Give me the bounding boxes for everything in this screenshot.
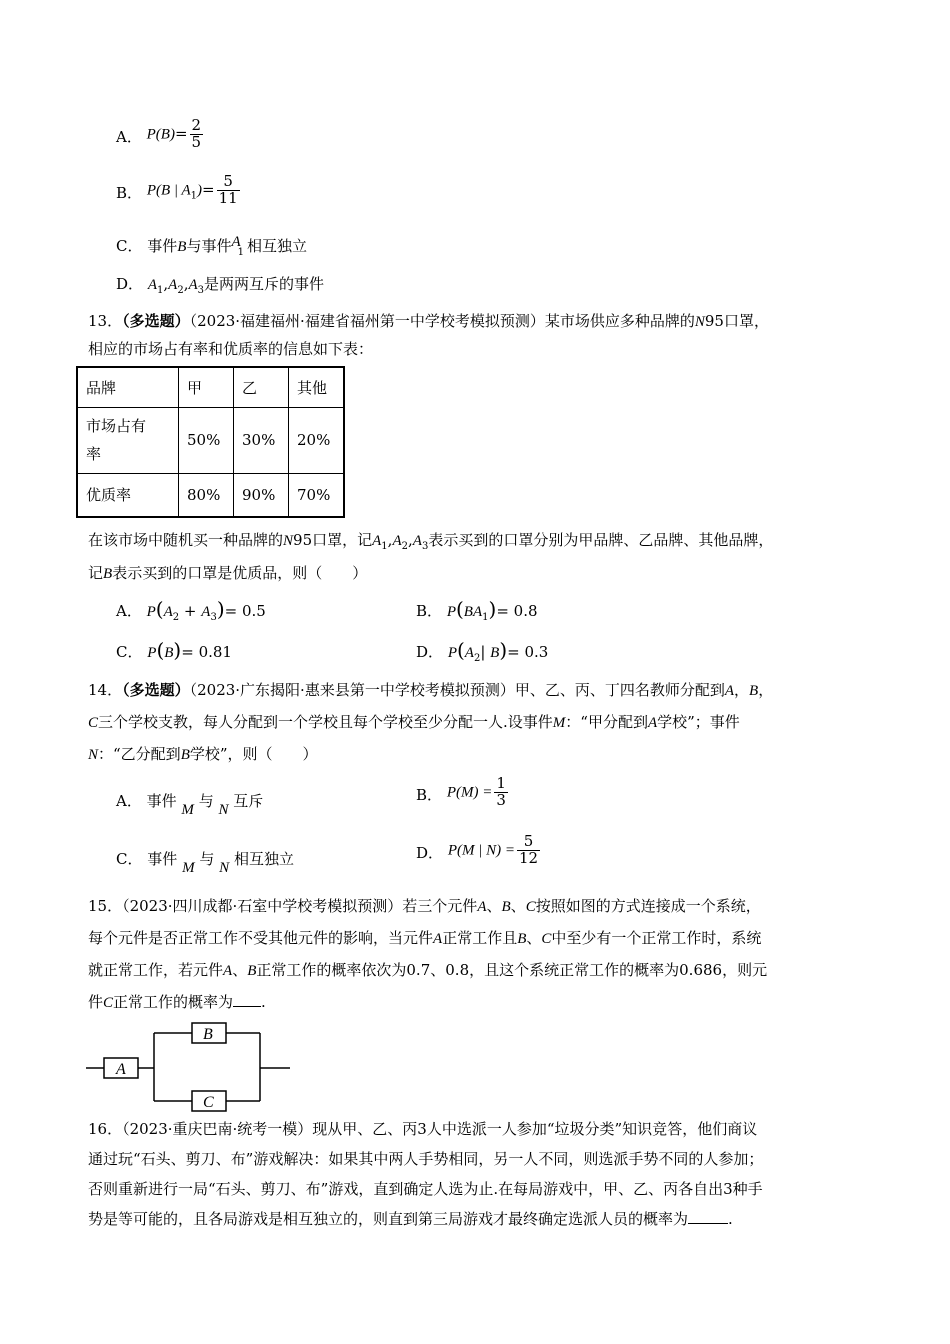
table-cell: 20% bbox=[289, 407, 345, 473]
fraction: $\frac{2}{5}$ bbox=[191, 116, 202, 151]
table-cell: 80% bbox=[179, 473, 234, 517]
table-header-cell: 乙 bbox=[234, 367, 289, 407]
q15-stem-line4: 件C正常工作的概率为 . bbox=[88, 993, 266, 1011]
q13-option-b: B． $P(BA_1)= 0.8$ bbox=[416, 597, 538, 623]
q12-option-a: A． P(B)= $\frac{2}{5}$ bbox=[116, 116, 202, 151]
fraction: $\frac{5}{11}$ bbox=[218, 172, 238, 207]
q13-stem-line2: 相应的市场占有率和优质率的信息如下表： bbox=[88, 340, 374, 358]
component-a-label: A bbox=[116, 1061, 126, 1078]
q13-stem-line3: 在该市场中随机买一种品牌的N95口罩，记$A_1,A_2,A_3$表示买到的口罩分别为甲品牌、乙品牌、其他品牌， bbox=[88, 531, 774, 552]
q13-option-a: A． $P(A_2 + A_3)= 0.5$ bbox=[116, 597, 266, 623]
table-header-cell: 甲 bbox=[179, 367, 234, 407]
q13-stem-line4: 记B表示买到的口罩是优质品，则（ ） bbox=[88, 564, 368, 582]
q14-option-d: D． P(M | N) = $\frac{5}{12}$ bbox=[416, 832, 539, 867]
circuit-diagram bbox=[84, 1018, 296, 1120]
q12-option-c: C． 事件B与事件$A_1$ 相互独立 bbox=[116, 234, 308, 258]
answer-blank bbox=[233, 994, 261, 1007]
table-header-cell: 其他 bbox=[289, 367, 345, 407]
q15-stem-line2: 每个元件是否正常工作不受其他元件的影响，当元件A正常工作且B、C中至少有一个正常工作时，系统 bbox=[88, 929, 762, 947]
table-row-label: 优质率 bbox=[77, 473, 179, 517]
q13-stem-line1: 13．（多选题）（2023·福建福州·福建省福州第一中学校考模拟预测）某市场供应多种品牌的N95口罩， bbox=[88, 312, 769, 330]
q16-stem-line1: 16．（2023·重庆巴南·统考一模）现从甲、乙、丙3人中选派一人参加“垃圾分类”知识竞答，他们商议 bbox=[88, 1120, 758, 1138]
q14-option-c: C． 事件 M 与 N 相互独立 bbox=[116, 850, 294, 876]
q15-stem-line1: 15．（2023·四川成都·石室中学校考模拟预测）若三个元件A、B、C按照如图的方式连接成一个系统， bbox=[88, 897, 761, 915]
component-c-label: C bbox=[203, 1094, 214, 1111]
q16-stem-line3: 否则重新进行一局“石头、剪刀、布”游戏，直到确定人选为止.在每局游戏中，甲、乙、丙各自出3种手 bbox=[88, 1180, 763, 1198]
q14-option-b: B． P(M) = $\frac{1}{3}$ bbox=[416, 774, 506, 809]
q15-stem-line3: 就正常工作，若元件A、B正常工作的概率依次为0.7、0.8，且这个系统正常工作的概率为0.686，则元 bbox=[88, 961, 768, 979]
table-row-label: 市场占有 率 bbox=[77, 407, 179, 473]
table-cell: 70% bbox=[289, 473, 345, 517]
q14-stem-line3: N：“乙分配到B学校”，则（ ） bbox=[88, 745, 318, 763]
table-row bbox=[77, 407, 344, 473]
q12-option-b: B． P(B | $A_1)=$ $\frac{5}{11}$ bbox=[116, 172, 238, 207]
q12-option-d: D． $A_1,A_2,A_3$是两两互斥的事件 bbox=[116, 275, 325, 296]
table-row bbox=[77, 367, 344, 407]
table-cell: 90% bbox=[234, 473, 289, 517]
fraction: $\frac{5}{12}$ bbox=[518, 832, 539, 867]
q13-option-d: D． $P(A_2|$ B)= 0.3 bbox=[416, 638, 549, 664]
table-cell: 30% bbox=[234, 407, 289, 473]
fraction: $\frac{1}{3}$ bbox=[496, 774, 506, 809]
q14-stem-line2: C三个学校支教，每人分配到一个学校且每个学校至少分配一人.设事件M：“甲分配到A学校”；事件 bbox=[88, 713, 740, 731]
answer-blank bbox=[688, 1211, 728, 1224]
table-header-cell: 品牌 bbox=[77, 367, 179, 407]
component-b-label: B bbox=[203, 1026, 213, 1043]
table-cell: 50% bbox=[179, 407, 234, 473]
q14-option-a: A． 事件 M 与 N 互斥 bbox=[116, 792, 264, 818]
q14-stem-line1: 14．（多选题）（2023·广东揭阳·惠来县第一中学校考模拟预测）甲、乙、丙、丁四名教师分配到A，B， bbox=[88, 681, 774, 699]
market-share-table bbox=[76, 366, 345, 518]
q16-stem-line4: 势是等可能的，且各局游戏是相互独立的，则直到第三局游戏才最终确定选派人员的概率为 . bbox=[88, 1210, 733, 1228]
q16-stem-line2: 通过玩“石头、剪刀、布”游戏解决：如果其中两人手势相同，另一人不同，则选派手势不同的人参加； bbox=[88, 1150, 764, 1168]
table-row bbox=[77, 473, 344, 517]
q13-option-c: C． P(B)= 0.81 bbox=[116, 638, 232, 662]
